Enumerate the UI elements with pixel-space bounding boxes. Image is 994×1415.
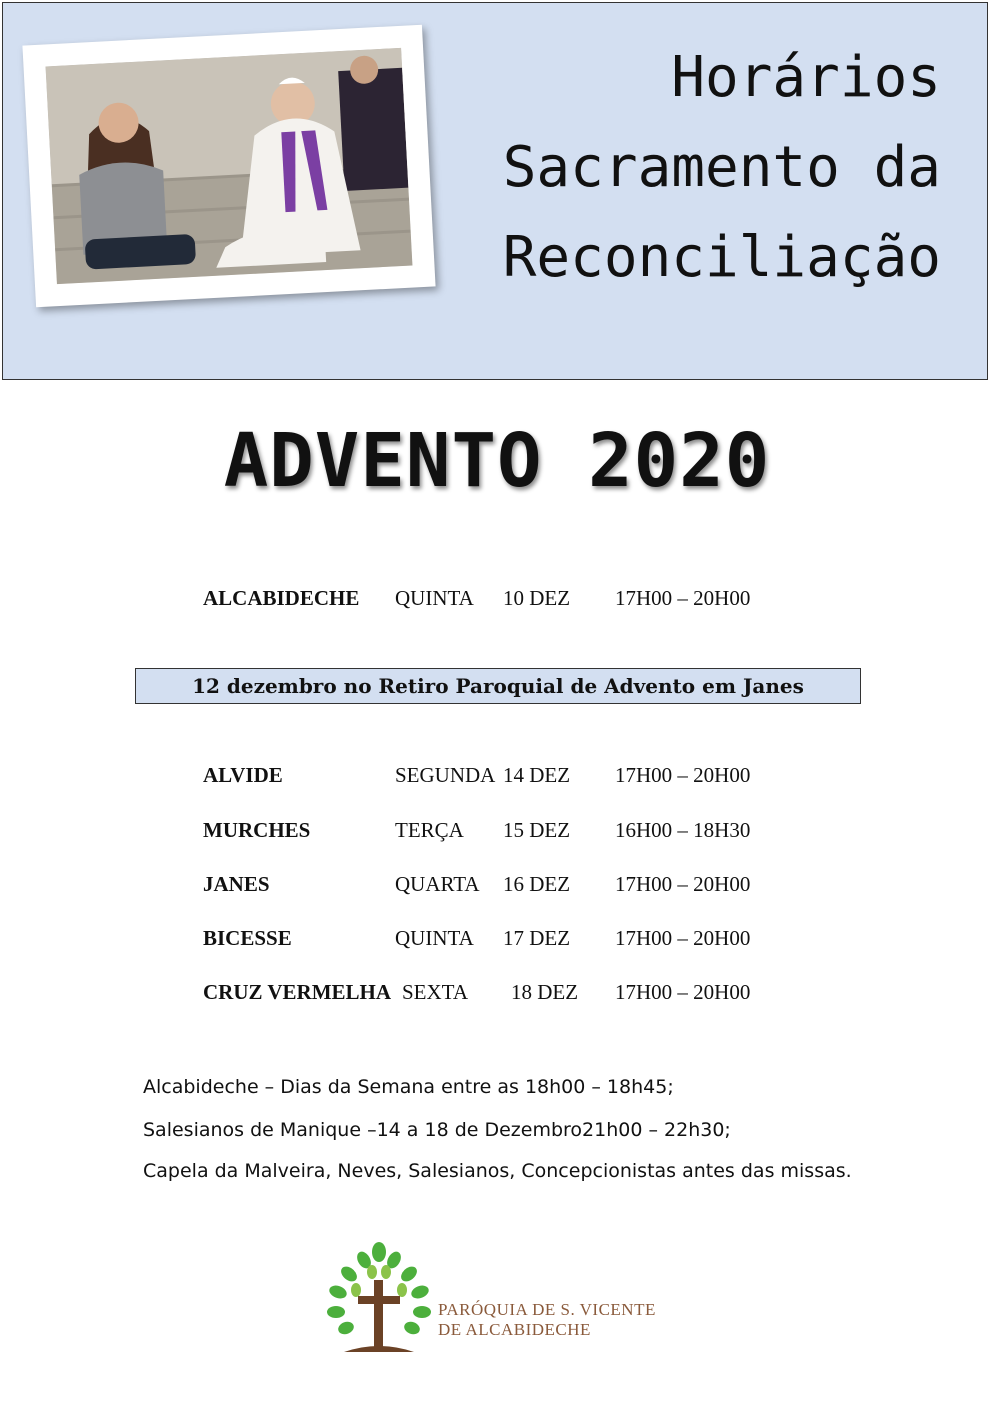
- row-place: ALCABIDECHE: [203, 586, 360, 610]
- row-place: JANES: [203, 872, 270, 896]
- row-date: 16 DEZ: [503, 872, 571, 896]
- row-day: TERÇA: [395, 818, 464, 842]
- schedule-row: [0, 586, 994, 616]
- photo-frame: [22, 25, 435, 308]
- row-date: 15 DEZ: [503, 818, 571, 842]
- note-line: Alcabideche – Dias da Semana entre as 18h00 – 18h45;: [143, 1076, 674, 1098]
- retreat-banner: 12 dezembro no Retiro Paroquial de Advento em Janes: [135, 668, 861, 704]
- schedule-row: [0, 818, 994, 848]
- note-line: Salesianos de Manique –14 a 18 de Dezembro21h00 – 22h30;: [143, 1119, 731, 1141]
- schedule-row: [0, 763, 994, 793]
- tree-cross-icon: [324, 1240, 434, 1360]
- header-panel: [2, 2, 988, 380]
- schedule-row: [0, 872, 994, 902]
- row-time: 17H00 – 20H00: [615, 926, 751, 950]
- row-time: 17H00 – 20H00: [615, 586, 751, 610]
- row-place: CRUZ VERMELHA: [203, 980, 392, 1004]
- title-line-3: Reconciliação: [502, 225, 941, 290]
- row-time: 17H00 – 20H00: [615, 872, 751, 896]
- row-day: SEGUNDA: [395, 763, 496, 787]
- title-line-1: Horários: [671, 45, 941, 110]
- main-title: ADVENTO 2020: [223, 418, 771, 504]
- logo-text-line-1: PARÓQUIA DE S. VICENTE: [438, 1300, 656, 1319]
- row-date: 18 DEZ: [511, 980, 579, 1004]
- row-place: BICESSE: [203, 926, 292, 950]
- row-place: MURCHES: [203, 818, 311, 842]
- row-time: 17H00 – 20H00: [615, 763, 751, 787]
- row-time: 17H00 – 20H00: [615, 980, 751, 1004]
- row-date: 17 DEZ: [503, 926, 571, 950]
- row-day: QUINTA: [395, 926, 474, 950]
- row-date: 14 DEZ: [503, 763, 571, 787]
- row-day: SEXTA: [402, 980, 468, 1004]
- schedule-row: [0, 926, 994, 956]
- schedule-row: [0, 980, 994, 1010]
- parish-logo: [324, 1240, 664, 1360]
- title-line-2: Sacramento da: [502, 135, 941, 200]
- row-place: ALVIDE: [203, 763, 283, 787]
- row-time: 16H00 – 18H30: [615, 818, 751, 842]
- note-line: Capela da Malveira, Neves, Salesianos, Concepcionistas antes das missas.: [143, 1160, 852, 1182]
- confession-photo-illustration: [46, 48, 413, 284]
- row-day: QUINTA: [395, 586, 474, 610]
- confession-photo: [46, 48, 413, 284]
- row-date: 10 DEZ: [503, 586, 571, 610]
- logo-text-line-2: DE ALCABIDECHE: [438, 1320, 591, 1339]
- row-day: QUARTA: [395, 872, 480, 896]
